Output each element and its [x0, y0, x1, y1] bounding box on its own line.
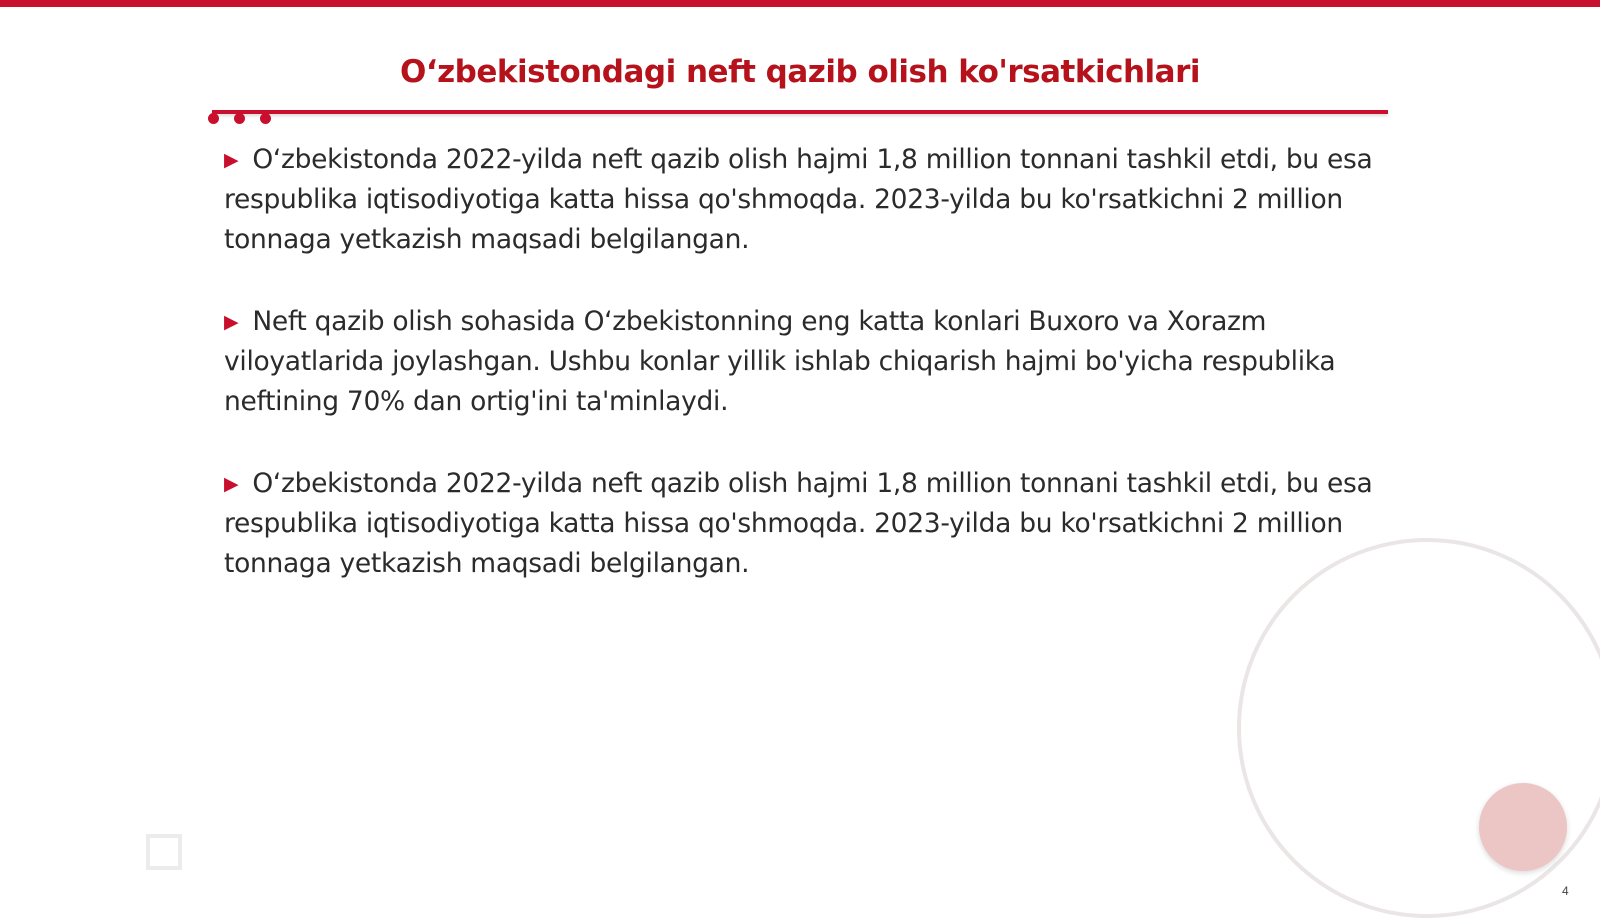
- bullet-text: O‘zbekistonda 2022-yilda neft qazib olish hajmi 1,8 million tonnani tashkil etdi, bu esa respublika iqtisodiyotiga katta hissa qo'shmoqda. 2023-yilda bu ko'rsatkichni 2 million tonnaga yetkazish maqsadi belgilangan.: [224, 468, 1373, 579]
- bullet-text: Neft qazib olish sohasida O‘zbekistonning eng katta konlari Buxoro va Xorazm viloyatlarida joylashgan. Ushbu konlar yillik ishlab chiqarish hajmi bo'yicha respublika neftining 70% dan ortig'ini ta'minlaydi.: [224, 306, 1336, 417]
- triangle-right-icon: ▶: [224, 149, 239, 171]
- top-accent-bar: [0, 0, 1600, 7]
- slide-title: O‘zbekistondagi neft qazib olish ko'rsatkichlari: [400, 54, 1200, 90]
- decor-square: [146, 834, 182, 870]
- decor-dot: [260, 113, 271, 124]
- triangle-right-icon: ▶: [224, 311, 239, 333]
- bullet-list: [224, 140, 1374, 626]
- triangle-right-icon: ▶: [224, 473, 239, 495]
- decor-dot: [208, 113, 219, 124]
- decor-dot: [234, 113, 245, 124]
- bullet-item: [224, 302, 1374, 422]
- bullet-item: [224, 464, 1374, 584]
- title-underline: [212, 110, 1388, 114]
- decor-pink-circle: [1479, 783, 1567, 871]
- bullet-text: O‘zbekistonda 2022-yilda neft qazib olish hajmi 1,8 million tonnani tashkil etdi, bu esa respublika iqtisodiyotiga katta hissa qo'shmoqda. 2023-yilda bu ko'rsatkichni 2 million tonnaga yetkazish maqsadi belgilangan.: [224, 144, 1373, 255]
- page-number: 4: [1562, 884, 1569, 898]
- bullet-item: [224, 140, 1374, 260]
